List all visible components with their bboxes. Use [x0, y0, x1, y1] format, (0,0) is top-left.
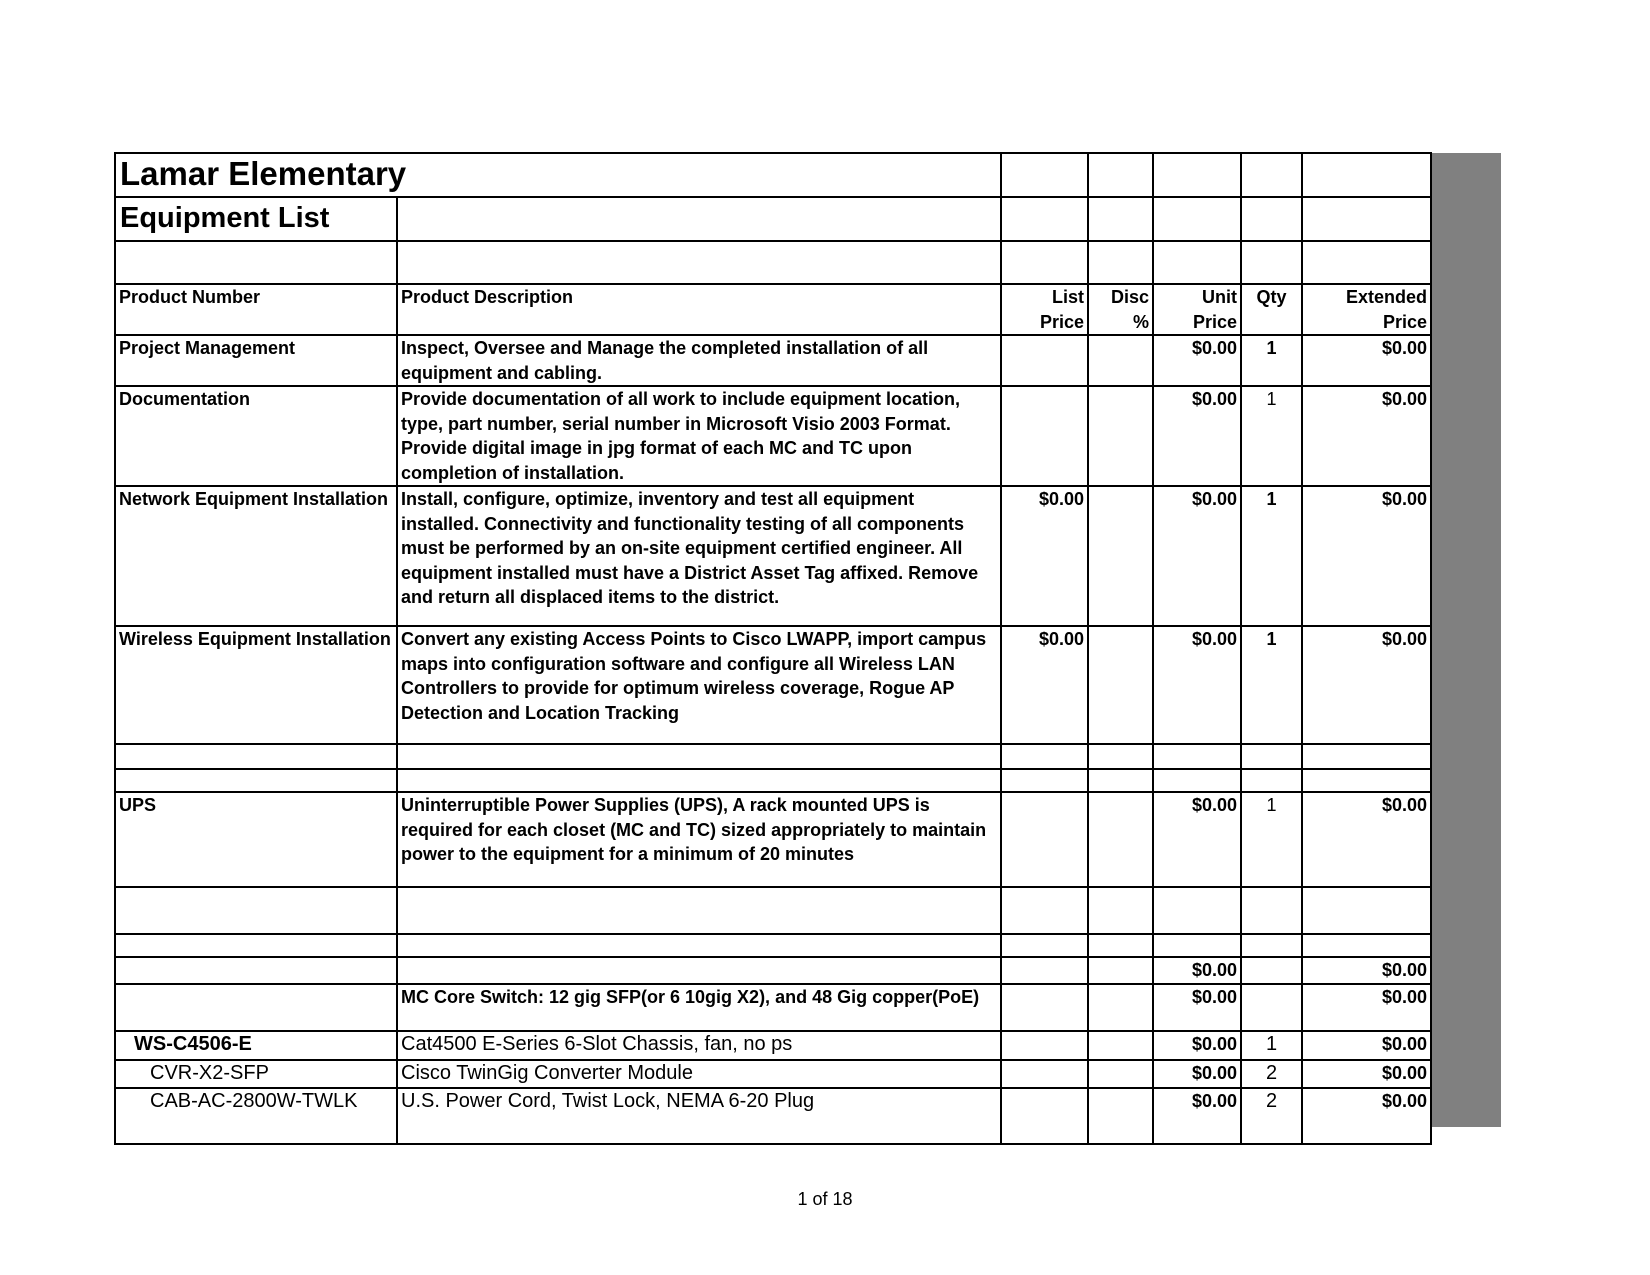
- disc: [1088, 335, 1153, 386]
- unit-price: $0.00: [1153, 1060, 1241, 1088]
- extended-price: $0.00: [1302, 1060, 1431, 1088]
- product-number: CVR-X2-SFP: [115, 1060, 397, 1088]
- unit-price: $0.00: [1153, 957, 1241, 984]
- qty: 1: [1241, 335, 1302, 386]
- product-number: Network Equipment Installation: [115, 486, 397, 626]
- qty: 1: [1241, 386, 1302, 486]
- product-number: [115, 984, 397, 1031]
- product-number: UPS: [115, 792, 397, 887]
- disc: [1088, 626, 1153, 744]
- table-row: [115, 1060, 1431, 1088]
- unit-price: $0.00: [1153, 486, 1241, 626]
- table-row: [115, 792, 1431, 887]
- extended-price: $0.00: [1302, 1088, 1431, 1144]
- unit-price: $0.00: [1153, 792, 1241, 887]
- unit-price: $0.00: [1153, 1088, 1241, 1144]
- list-price: [1001, 386, 1088, 486]
- disc: [1088, 792, 1153, 887]
- product-description: Convert any existing Access Points to Cisco LWAPP, import campus maps into configuration software and configure all Wireless LAN Controllers to provide for optimum wireless coverage, Rogue AP Detection and Location Tracking: [397, 626, 1001, 744]
- list-price: $0.00: [1001, 486, 1088, 626]
- disc: [1088, 386, 1153, 486]
- subtitle-row: [115, 197, 1431, 241]
- equipment-table: [114, 152, 1432, 1145]
- product-number: [115, 957, 397, 984]
- header-product-description: Product Description: [397, 284, 1001, 335]
- product-description: U.S. Power Cord, Twist Lock, NEMA 6-20 Plug: [397, 1088, 1001, 1144]
- extended-price: $0.00: [1302, 335, 1431, 386]
- table-row: [115, 1088, 1431, 1144]
- extended-price: $0.00: [1302, 386, 1431, 486]
- unit-price: $0.00: [1153, 1031, 1241, 1060]
- document-title: Lamar Elementary: [115, 153, 1001, 197]
- disc: [1088, 1031, 1153, 1060]
- extended-price: $0.00: [1302, 626, 1431, 744]
- unit-price: $0.00: [1153, 984, 1241, 1031]
- product-number: Documentation: [115, 386, 397, 486]
- qty: 1: [1241, 792, 1302, 887]
- product-description: Provide documentation of all work to include equipment location, type, part number, serial number in Microsoft Visio 2003 Format. Provide digital image in jpg format of each MC and TC upon completion of installation.: [397, 386, 1001, 486]
- list-price: [1001, 1060, 1088, 1088]
- header-row: [115, 284, 1431, 335]
- product-description: [397, 957, 1001, 984]
- table-row: [115, 1031, 1431, 1060]
- blank-row: [115, 744, 1431, 769]
- unit-price: $0.00: [1153, 335, 1241, 386]
- document-subtitle: Equipment List: [115, 197, 397, 241]
- table-row: [115, 486, 1431, 626]
- list-price: [1001, 792, 1088, 887]
- header-product-number: Product Number: [115, 284, 397, 335]
- extended-price: $0.00: [1302, 792, 1431, 887]
- qty: 2: [1241, 1060, 1302, 1088]
- table-row: [115, 386, 1431, 486]
- product-number: Project Management: [115, 335, 397, 386]
- unit-price: $0.00: [1153, 386, 1241, 486]
- qty: [1241, 984, 1302, 1031]
- table-row: [115, 335, 1431, 386]
- extended-price: $0.00: [1302, 957, 1431, 984]
- list-price: [1001, 984, 1088, 1031]
- disc: [1088, 486, 1153, 626]
- blank-row: [115, 887, 1431, 934]
- list-price: [1001, 1031, 1088, 1060]
- list-price: [1001, 335, 1088, 386]
- unit-price: $0.00: [1153, 626, 1241, 744]
- extended-price: $0.00: [1302, 486, 1431, 626]
- equipment-sheet: [114, 152, 1432, 1145]
- header-extended-price: Extended Price: [1302, 284, 1431, 335]
- qty: 1: [1241, 1031, 1302, 1060]
- product-description: MC Core Switch: 12 gig SFP(or 6 10gig X2), and 48 Gig copper(PoE): [397, 984, 1001, 1031]
- product-description: Install, configure, optimize, inventory and test all equipment installed. Connectivity and functionality testing of all components must be performed by an on-site equipment certified engineer. All equipment installed must have a District Asset Tag affixed. Remove and return all displaced items to the district.: [397, 486, 1001, 626]
- header-unit-price: Unit Price: [1153, 284, 1241, 335]
- product-description: Cat4500 E-Series 6-Slot Chassis, fan, no ps: [397, 1031, 1001, 1060]
- blank-row: [115, 241, 1431, 284]
- qty: 1: [1241, 486, 1302, 626]
- title-row: [115, 153, 1431, 197]
- table-row: [115, 626, 1431, 744]
- disc: [1088, 1088, 1153, 1144]
- product-number: CAB-AC-2800W-TWLK: [115, 1088, 397, 1144]
- extended-price: $0.00: [1302, 1031, 1431, 1060]
- header-list-price: List Price: [1001, 284, 1088, 335]
- qty: 1: [1241, 626, 1302, 744]
- product-number: WS-C4506-E: [115, 1031, 397, 1060]
- header-disc: Disc %: [1088, 284, 1153, 335]
- table-row: [115, 984, 1431, 1031]
- blank-row: [115, 769, 1431, 792]
- product-description: Uninterruptible Power Supplies (UPS), A rack mounted UPS is required for each closet (MC and TC) sized appropriately to maintain power to the equipment for a minimum of 20 minutes: [397, 792, 1001, 887]
- list-price: $0.00: [1001, 626, 1088, 744]
- list-price: [1001, 1088, 1088, 1144]
- subtotal-row: [115, 957, 1431, 984]
- sheet-shadow: [1430, 153, 1501, 1127]
- page-indicator: 1 of 18: [797, 1189, 853, 1209]
- product-description: Inspect, Oversee and Manage the completed installation of all equipment and cabling.: [397, 335, 1001, 386]
- extended-price: $0.00: [1302, 984, 1431, 1031]
- blank-row: [115, 934, 1431, 957]
- product-number: Wireless Equipment Installation: [115, 626, 397, 744]
- disc: [1088, 984, 1153, 1031]
- header-qty: Qty: [1241, 284, 1302, 335]
- list-price: [1001, 957, 1088, 984]
- qty: 2: [1241, 1088, 1302, 1144]
- product-description: Cisco TwinGig Converter Module: [397, 1060, 1001, 1088]
- qty: [1241, 957, 1302, 984]
- disc: [1088, 957, 1153, 984]
- disc: [1088, 1060, 1153, 1088]
